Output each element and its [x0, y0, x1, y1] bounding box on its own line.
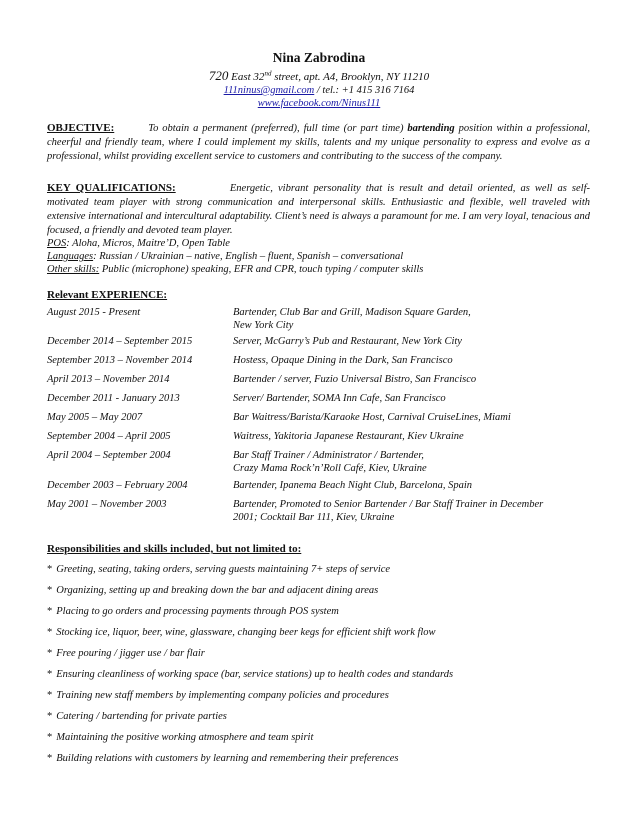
- list-item: * Catering / bartending for private parties: [47, 711, 227, 722]
- facebook-link[interactable]: www.facebook.com/Ninus111: [257, 98, 381, 109]
- experience-date: December 2014 – September 2015: [47, 336, 193, 347]
- objective-section: [47, 121, 590, 164]
- list-item: * Organizing, setting up and breaking down the bar and adjacent dining areas: [47, 585, 379, 596]
- qualifications-section: [47, 181, 590, 238]
- other-skills-text: Public (microphone) speaking, EFR and CPR, touch typing / computer skills: [99, 264, 424, 275]
- responsibilities-title: Responsibilities and skills included, but not limited to:: [47, 543, 302, 555]
- experience-date: May 2005 – May 2007: [47, 412, 143, 423]
- languages-text: : Russian / Ukrainian – native, English – fluent, Spanish – conversational: [93, 251, 404, 262]
- experience-date: May 2001 – November 2003: [47, 499, 167, 510]
- experience-title: Relevant EXPERIENCE:: [47, 289, 168, 301]
- contact-line: [0, 85, 638, 96]
- other-skills-line: [47, 263, 590, 276]
- address-line: [0, 68, 638, 84]
- candidate-name: Nina Zabrodina: [272, 50, 366, 65]
- facebook-line: [0, 98, 638, 109]
- email-link[interactable]: 111ninus@gmail.com: [223, 85, 315, 96]
- list-item: * Stocking ice, liquor, beer, wine, glassware, changing beer kegs for efficient shift work flow: [47, 627, 436, 638]
- experience-desc: Bar Waitress/Barista/Karaoke Host, Carnival CruiseLines, Miami: [233, 412, 511, 423]
- experience-desc: Bartender, Promoted to Senior Bartender / Bar Staff Trainer in December 2001; Cocktail Bar 111, Kiev, Ukraine: [233, 499, 544, 523]
- street-number: 720: [208, 68, 229, 83]
- experience-desc: Server/ Bartender, SOMA Inn Cafe, San Francisco: [233, 393, 446, 404]
- list-item: * Greeting, seating, taking orders, serving guests maintaining 7+ steps of service: [47, 564, 391, 575]
- experience-desc: Bar Staff Trainer / Administrator / Bartender, Crazy Mama Rock’n’Roll Café, Kiev, Ukraine: [233, 450, 427, 474]
- street-suffix: nd: [264, 69, 272, 78]
- pos-line: [47, 237, 590, 250]
- languages-label: Languages: [47, 251, 94, 262]
- experience-row: [47, 449, 590, 475]
- experience-desc: Bartender, Ipanema Beach Night Club, Barcelona, Spain: [233, 480, 473, 491]
- experience-date: April 2013 – November 2014: [47, 374, 170, 385]
- list-item: * Training new staff members by implementing company policies and procedures: [47, 690, 389, 701]
- pos-label: POS: [47, 238, 67, 249]
- list-item: * Maintaining the positive working atmosphere and team spirit: [47, 732, 314, 743]
- street-name: East 32: [231, 71, 265, 83]
- experience-date: September 2004 – April 2005: [47, 431, 171, 442]
- experience-date: August 2015 - Present: [47, 307, 141, 318]
- objective-label: OBJECTIVE:: [47, 122, 115, 134]
- experience-row: [47, 498, 590, 524]
- list-item: * Ensuring cleanliness of working space (bar, service stations) up to health codes and standards: [47, 669, 454, 680]
- phone-text: / tel.: +1 415 316 7164: [316, 85, 415, 96]
- objective-keyword: bartending: [407, 123, 455, 134]
- list-item: * Placing to go orders and processing payments through POS system: [47, 606, 339, 617]
- street-rest: street, apt. A4, Brooklyn, NY 11210: [274, 71, 430, 83]
- experience-date: April 2004 – September 2004: [47, 450, 171, 461]
- qualifications-text: Energetic, vibrant personality that is result and detail oriented, as well as self-motivated team player with strong communication and interpersonal skills. Enthusiastic and flexible, well traveled with extensive international and intercultural adaptability. Client’s need is always a paramount for me. I am very loyal, tenacious and focused, a friendly and devoted team player.: [47, 183, 590, 236]
- experience-date: December 2003 – February 2004: [47, 480, 188, 491]
- experience-date: December 2011 - January 2013: [47, 393, 180, 404]
- objective-text-end: position within a professional, cheerful and friendly team, where I could implement my skills, talents and my unique personality to express and evolve as a professional, whilst providing excellent service to customers and contributing to the success of the company.: [47, 123, 591, 162]
- experience-desc: Bartender, Club Bar and Grill, Madison Square Garden, New York City: [233, 307, 471, 331]
- list-item: * Building relations with customers by learning and remembering their preferences: [47, 753, 399, 764]
- experience-desc: Waitress, Yakitoria Japanese Restaurant, Kiev Ukraine: [233, 431, 464, 442]
- experience-desc: Server, McGarry’s Pub and Restaurant, New York City: [233, 336, 462, 347]
- experience-date: September 2013 – November 2014: [47, 355, 193, 366]
- pos-text: : Aloha, Micros, Maitre’D, Open Table: [66, 238, 230, 249]
- qualifications-label: KEY QUALIFICATIONS:: [47, 182, 176, 194]
- other-skills-label: Other skills:: [47, 264, 100, 275]
- list-item: * Free pouring / jigger use / bar flair: [47, 648, 205, 659]
- experience-row: [47, 306, 590, 332]
- experience-desc: Bartender / server, Fuzio Universal Bistro, San Francisco: [233, 374, 477, 385]
- experience-desc: Hostess, Opaque Dining in the Dark, San Francisco: [233, 355, 453, 366]
- languages-line: [47, 250, 590, 263]
- objective-text-start: To obtain a permanent (preferred), full time (or part time): [148, 123, 404, 134]
